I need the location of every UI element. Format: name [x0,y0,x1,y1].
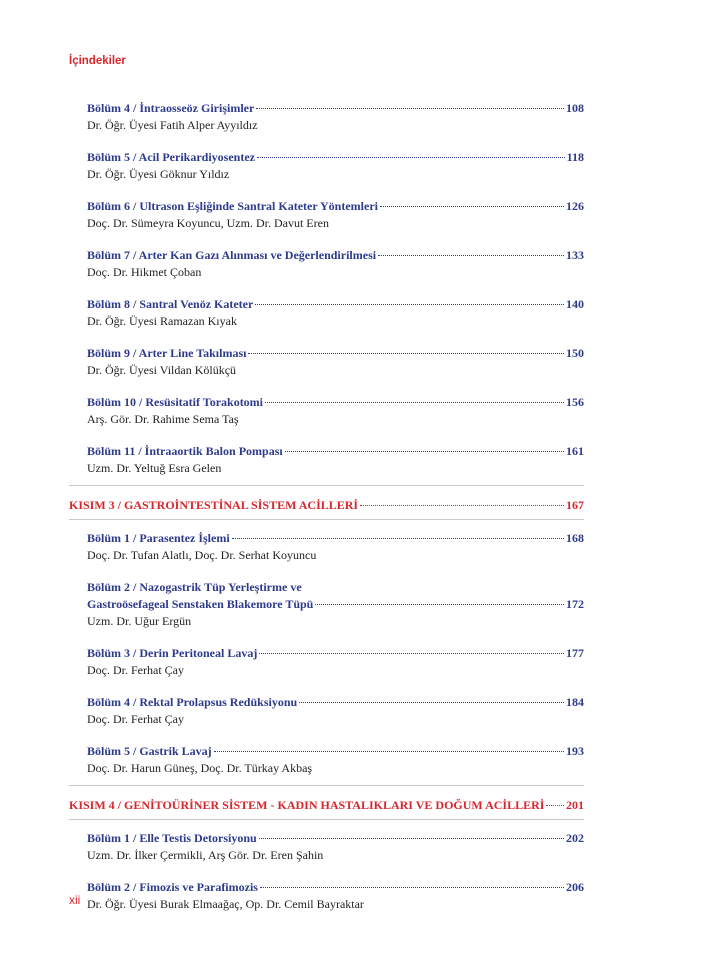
chapter-title[interactable]: Bölüm 2 / Fimozis ve Parafimozis [87,880,258,894]
leader-dots [378,255,564,256]
page-number: 156 [566,395,584,409]
chapter-author: Dr. Öğr. Üyesi Burak Elmaağaç, Op. Dr. Cemil Bayraktar [87,897,364,911]
page-number: 118 [566,150,584,164]
page-number: 184 [566,695,584,709]
chapter-title-line1[interactable]: Bölüm 2 / Nazogastrik Tüp Yerleştirme ve [87,580,302,594]
leader-dots [248,353,564,354]
divider [69,819,584,820]
chapter-group-1 [87,100,584,477]
toc-entry[interactable] [87,345,584,379]
page-number: 161 [566,444,584,458]
leader-dots [285,451,564,452]
chapter-group-2 [87,530,584,777]
toc-entry[interactable] [87,296,584,330]
chapter-title[interactable]: Gastroösefageal Senstaken Blakemore Tüpü [87,597,314,611]
chapter-group-3 [87,830,584,913]
page-number: 177 [566,646,584,660]
chapter-author: Doç. Dr. Tufan Alatlı, Doç. Dr. Serhat Koyuncu [87,548,317,562]
chapter-author: Doç. Dr. Hikmet Çoban [87,265,202,279]
toc-entry[interactable] [87,149,584,183]
leader-dots [255,304,564,305]
chapter-author: Arş. Gör. Dr. Rahime Sema Taş [87,412,239,426]
chapter-title[interactable]: Bölüm 11 / İntraaortik Balon Pompası [87,444,283,458]
divider [69,519,584,520]
chapter-title[interactable]: Bölüm 4 / Rektal Prolapsus Redüksiyonu [87,695,298,709]
leader-dots [546,805,564,806]
page-number: 206 [566,880,584,894]
chapter-author: Uzm. Dr. Yeltuğ Esra Gelen [87,461,222,475]
page-number: 168 [566,531,584,545]
toc-entry[interactable] [87,247,584,281]
page-number: 172 [566,597,584,611]
toc-entry[interactable] [87,198,584,232]
page-number: 108 [566,101,584,115]
chapter-author: Doç. Dr. Sümeyra Koyuncu, Uzm. Dr. Davut Eren [87,216,329,230]
page-header: İçindekiler [69,55,126,67]
chapter-author: Dr. Öğr. Üyesi Göknur Yıldız [87,167,230,181]
chapter-title[interactable]: Bölüm 7 / Arter Kan Gazı Alınması ve Değerlendirilmesi [87,248,377,262]
toc-entry[interactable] [87,443,584,477]
page-number-footer: xii [69,893,81,907]
toc-entry[interactable] [87,694,584,728]
leader-dots [315,604,564,605]
leader-dots [260,887,564,888]
leader-dots [256,108,564,109]
chapter-title[interactable]: Bölüm 10 / Resüsitatif Torakotomi [87,395,264,409]
chapter-author: Doç. Dr. Ferhat Çay [87,712,184,726]
toc-entry[interactable] [87,830,584,864]
chapter-author: Dr. Öğr. Üyesi Fatih Alper Ayyıldız [87,118,258,132]
chapter-author: Dr. Öğr. Üyesi Vildan Kölükçü [87,363,237,377]
toc-entry[interactable] [87,579,584,630]
chapter-title[interactable]: Bölüm 8 / Santral Venöz Kateter [87,297,254,311]
page-number: 133 [566,248,584,262]
leader-dots [214,751,564,752]
chapter-author: Uzm. Dr. Uğur Ergün [87,614,192,628]
toc-entry[interactable] [87,100,584,134]
chapter-author: Dr. Öğr. Üyesi Ramazan Kıyak [87,314,237,328]
section-heading-kisim-3[interactable] [69,497,584,514]
page-number: 167 [566,498,584,512]
section-title[interactable]: KISIM 4 / GENİTOÜRİNER SİSTEM - KADIN HASTALIKLARI VE DOĞUM ACİLLERİ [69,798,545,812]
chapter-title[interactable]: Bölüm 5 / Acil Perikardiyosentez [87,150,255,164]
chapter-author: Doç. Dr. Ferhat Çay [87,663,184,677]
toc-entry[interactable] [87,530,584,564]
section-heading-kisim-4[interactable] [69,797,584,814]
page-number: 202 [566,831,584,845]
divider [69,485,584,486]
leader-dots [232,538,564,539]
leader-dots [259,838,564,839]
chapter-title[interactable]: Bölüm 9 / Arter Line Takılması [87,346,247,360]
section-title[interactable]: KISIM 3 / GASTROİNTESTİNAL SİSTEM ACİLLERİ [69,498,359,512]
leader-dots [265,402,564,403]
leader-dots [299,702,564,703]
page-number: 150 [566,346,584,360]
chapter-title[interactable]: Bölüm 4 / İntraosseöz Girişimler [87,101,255,115]
divider [69,785,584,786]
page-number: 201 [566,798,584,812]
toc-entry[interactable] [87,743,584,777]
leader-dots [257,157,565,158]
chapter-author: Doç. Dr. Harun Güneş, Doç. Dr. Türkay Akbaş [87,761,313,775]
page-number: 140 [566,297,584,311]
toc-entry[interactable] [87,394,584,428]
toc-entry[interactable] [87,645,584,679]
leader-dots [360,505,564,506]
page-number: 126 [566,199,584,213]
chapter-title[interactable]: Bölüm 5 / Gastrik Lavaj [87,744,212,758]
chapter-author: Uzm. Dr. İlker Çermikli, Arş Gör. Dr. Eren Şahin [87,848,324,862]
leader-dots [259,653,564,654]
chapter-title[interactable]: Bölüm 1 / Parasentez İşlemi [87,531,230,545]
toc-entry[interactable] [87,879,584,913]
chapter-title[interactable]: Bölüm 3 / Derin Peritoneal Lavaj [87,646,258,660]
chapter-title[interactable]: Bölüm 6 / Ultrason Eşliğinde Santral Kateter Yöntemleri [87,199,378,213]
leader-dots [380,206,564,207]
page-number: 193 [566,744,584,758]
chapter-title[interactable]: Bölüm 1 / Elle Testis Detorsiyonu [87,831,257,845]
